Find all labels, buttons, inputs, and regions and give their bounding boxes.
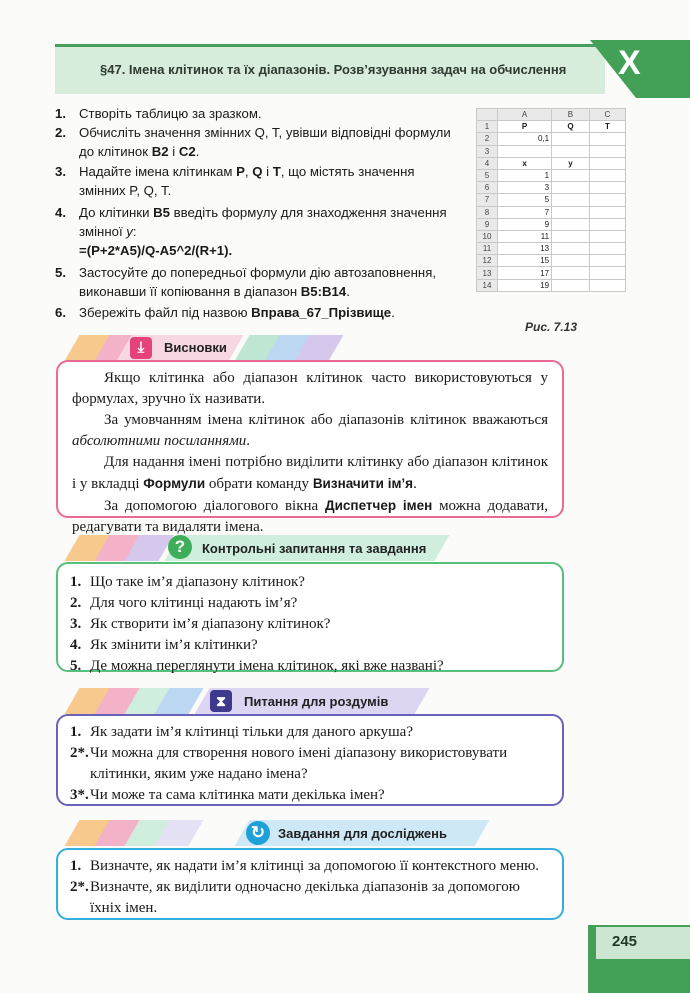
control-header: [62, 535, 442, 561]
step-3: [55, 162, 460, 200]
question-icon: ?: [168, 535, 192, 559]
list-item: 2*. Визначте, як виділити одночасно декілька діапазонів за допомогою їхніх імен.: [70, 879, 520, 916]
reflection-box: [56, 714, 564, 806]
reflection-header: [62, 688, 422, 714]
page-number-band: [596, 927, 690, 959]
control-box: [56, 562, 564, 672]
excel-logo-icon: X: [618, 44, 641, 82]
column-header: C: [589, 109, 625, 121]
step-number: 3.: [55, 164, 66, 179]
table-row: 1 P Q T: [477, 121, 626, 133]
step-2: [55, 123, 460, 161]
research-header: [62, 820, 482, 846]
column-header: B: [552, 109, 590, 121]
paragraph: Якщо клітинка або діапазон клітинок часто використовуються у формулах, зручно їх називати.: [72, 370, 548, 407]
page-number: 245: [612, 933, 638, 950]
step-number: 1.: [55, 106, 66, 121]
step-number: 6.: [55, 305, 66, 320]
step-text: Надайте імена клітинкам P, Q і T, що містять значення змінних P, Q, T.: [79, 164, 415, 198]
paragraph: Для надання імені потрібно виділити клітинку або діапазон клітинок і у вкладці Формули обрати команду Визначити ім’я.: [72, 454, 548, 492]
section-title: §47. Імена клітинок та їх діапазонів. Розв’язування задач на обчислення: [100, 62, 567, 77]
table-row: 8 7: [477, 206, 626, 218]
step-number: 5.: [55, 265, 66, 280]
step-text: Створіть таблицю за зразком.: [79, 106, 262, 121]
section-label: Контрольні запитання та завдання: [202, 541, 427, 556]
column-header: A: [498, 109, 552, 121]
list-item: 2*. Чи можна для створення нового імені діапазону використовувати клітинки, яким уже надано імена?: [70, 745, 508, 782]
hourglass-icon: ⧗: [210, 690, 232, 712]
step-text: Збережіть файл під назвою Вправа_67_Прізвище.: [79, 305, 395, 320]
table-row: 4 x y: [477, 157, 626, 169]
table-row: 2 0,1: [477, 133, 626, 145]
step-text: Обчисліть значення змінних Q, T, увівши відповідні формули до клітинок B2 і C2.: [79, 125, 451, 159]
step-4: [55, 203, 460, 260]
column-header-row: [477, 109, 626, 121]
list-item: 3. Як створити ім’я діапазону клітинок?: [70, 616, 331, 632]
conclusions-box: [56, 360, 564, 535]
section-label: Завдання для досліджень: [278, 826, 447, 841]
table-row: 9 9: [477, 218, 626, 230]
list-item: 2. Для чого клітинці надають ім’я?: [70, 595, 298, 611]
step-text: До клітинки B5 введіть формулу для знаходження значення змінної y: =(P+2*A5)/Q-A5^2/(R+1).: [79, 205, 447, 258]
list-item: 1. Що таке ім’я діапазону клітинок?: [70, 574, 305, 590]
formula: =(P+2*A5)/Q-A5^2/(R+1).: [79, 243, 233, 258]
refresh-icon: ↻: [246, 821, 270, 845]
step-text: Застосуйте до попередньої формули дію автозаповнення, виконавши її копіювання в діапазон B5:B14.: [79, 265, 437, 299]
table-row: 6 3: [477, 182, 626, 194]
list-item: 5. Де можна переглянути імена клітинок, які вже названі?: [70, 658, 444, 674]
paragraph: За умовчанням імена клітинок або діапазонів клітинок вважаються абсолютними посиланнями.: [72, 412, 548, 449]
spreadsheet-figure: [476, 108, 626, 292]
step-number: 4.: [55, 205, 66, 220]
table-row: 14 19: [477, 279, 626, 291]
step-6: [55, 303, 460, 322]
table-row: 7 5: [477, 194, 626, 206]
section-label: Висновки: [164, 340, 227, 355]
paragraph: За допомогою діалогового вікна Диспетчер імен можна додавати, редагувати та видаляти імена.: [72, 498, 548, 535]
table-row: 5 1: [477, 169, 626, 181]
list-item: 4. Як змінити ім’я клітинки?: [70, 637, 258, 653]
conclusions-header: [62, 335, 352, 361]
table-row: 12 15: [477, 255, 626, 267]
figure-caption: Рис. 7.13: [525, 320, 578, 334]
table-row: 3: [477, 145, 626, 157]
step-5: [55, 263, 460, 301]
step-1: [55, 104, 460, 123]
table-row: 13 17: [477, 267, 626, 279]
table-row: 10 11: [477, 230, 626, 242]
section-label: Питання для роздумів: [244, 694, 389, 709]
download-icon: ⤓: [130, 337, 152, 359]
research-box: [56, 848, 564, 920]
list-item: 3*. Чи може та сама клітинка мати декілька імен?: [70, 787, 385, 803]
list-item: 1. Визначте, як надати ім’я клітинці за допомогою її контекстного меню.: [70, 858, 540, 874]
list-item: 1. Як задати ім’я клітинці тільки для даного аркуша?: [70, 724, 413, 740]
corner-cell: [477, 109, 498, 121]
table-row: 11 13: [477, 243, 626, 255]
step-number: 2.: [55, 125, 66, 140]
